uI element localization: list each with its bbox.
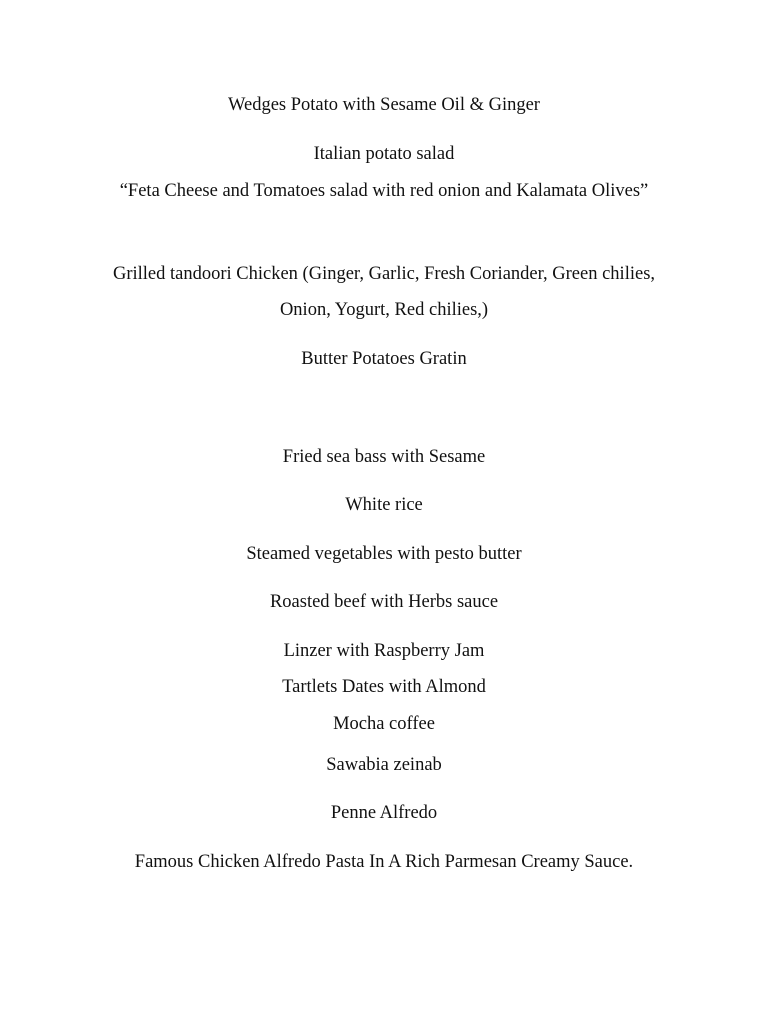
menu-item-steamed-vegetables: Steamed vegetables with pesto butter <box>246 544 522 564</box>
menu-item-penne-alfredo: Penne Alfredo <box>330 803 438 823</box>
menu-item-sawabia-zeinab: Sawabia zeinab <box>326 755 442 775</box>
menu-item-tandoori-chicken: Grilled tandoori Chicken (Ginger, Garlic, Fresh Coriander, Green chilies, Onion, Yogurt, Red chilies,) <box>112 264 656 320</box>
menu-item-linzer: Linzer with Raspberry Jam <box>283 641 485 661</box>
menu-item-white-rice: White rice <box>345 495 423 515</box>
menu-item-wedges-potato: Wedges Potato with Sesame Oil & Ginger <box>228 95 540 115</box>
menu-item-feta-salad: “Feta Cheese and Tomatoes salad with red onion and Kalamata Olives” <box>119 181 649 201</box>
menu-item-chicken-alfredo-pasta: Famous Chicken Alfredo Pasta In A Rich Parmesan Creamy Sauce. <box>134 852 634 872</box>
menu-item-mocha-coffee: Mocha coffee <box>333 714 435 734</box>
menu-item-italian-potato-salad: Italian potato salad <box>313 144 455 164</box>
menu-item-tartlets: Tartlets Dates with Almond <box>282 677 486 697</box>
menu-item-sea-bass: Fried sea bass with Sesame <box>282 447 486 467</box>
menu-item-potatoes-gratin: Butter Potatoes Gratin <box>301 349 467 369</box>
menu-item-roasted-beef: Roasted beef with Herbs sauce <box>269 592 499 612</box>
